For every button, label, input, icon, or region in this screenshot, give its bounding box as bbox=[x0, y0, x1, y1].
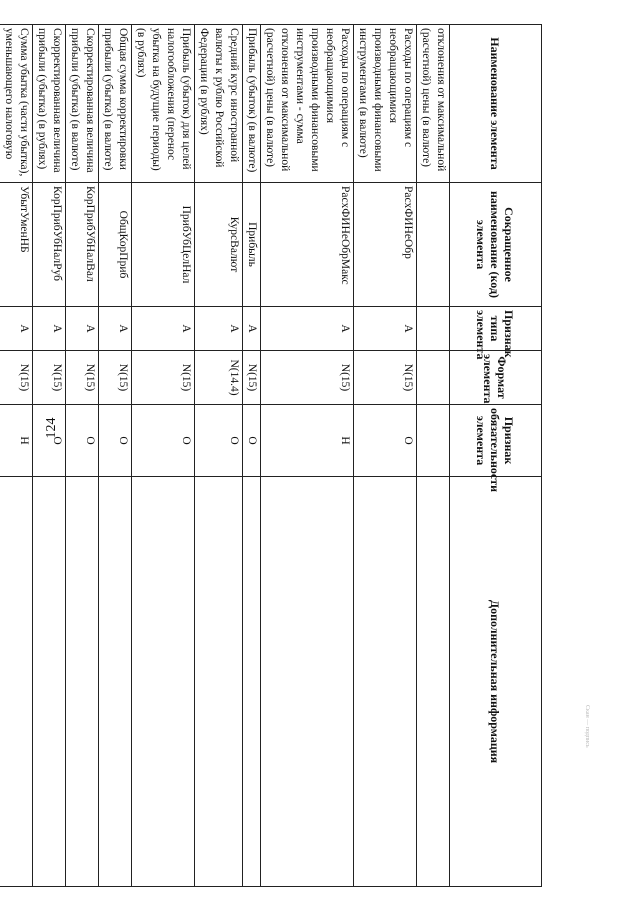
table-row bbox=[195, 25, 243, 887]
element-table bbox=[0, 24, 542, 887]
cell-name: Скорректированная величина прибыли (убытка) (в валюте) bbox=[66, 25, 99, 183]
cell-type: А bbox=[66, 307, 99, 351]
cell-required bbox=[417, 405, 450, 477]
cell-code bbox=[417, 183, 450, 307]
cell-name: Сумма убытка (части убытка), уменьшающего налоговую bbox=[0, 25, 33, 183]
cell-required: Н bbox=[0, 405, 33, 477]
cell-info bbox=[354, 477, 417, 887]
scan-stamp-mark: Скан — подпись bbox=[584, 705, 590, 748]
cell-info bbox=[0, 477, 33, 887]
cell-name: Средний курс иностранной валюты к рублю Российской Федерации (в рублях) bbox=[195, 25, 243, 183]
cell-name: Общая сумма корректировки прибыли (убытка) (в валюте) bbox=[99, 25, 132, 183]
cell-name: отклонения от максимальной (расчетной) цены (в валюте) bbox=[417, 25, 450, 183]
cell-required: О bbox=[243, 405, 261, 477]
cell-code: КорПрибУбНалВал bbox=[66, 183, 99, 307]
cell-required: Н bbox=[261, 405, 354, 477]
cell-type: А bbox=[0, 307, 33, 351]
cell-type: А bbox=[33, 307, 66, 351]
cell-format: N(15) bbox=[132, 351, 195, 405]
header-name: Наименование элемента bbox=[450, 25, 542, 183]
cell-format: N(15) bbox=[99, 351, 132, 405]
cell-code: ПрибУбЦелНал bbox=[132, 183, 195, 307]
cell-format: N(15) bbox=[354, 351, 417, 405]
cell-code: РасхФИНеОбр bbox=[354, 183, 417, 307]
cell-type: А bbox=[354, 307, 417, 351]
page-number: 124 bbox=[44, 417, 59, 439]
cell-format bbox=[417, 351, 450, 405]
cell-info bbox=[33, 477, 66, 887]
table-row bbox=[261, 25, 354, 887]
table-row bbox=[417, 25, 450, 887]
cell-name: Расходы по операциям с необращающимися производными финансовыми инструментами - сумма отклонения от максимальной (расчетной) цены (в валюте) bbox=[261, 25, 354, 183]
header-format: Формат элемента bbox=[450, 351, 542, 405]
header-code: Сокращенное наименование (код) элемента bbox=[450, 183, 542, 307]
table-row bbox=[0, 25, 33, 887]
cell-type bbox=[417, 307, 450, 351]
cell-required: О bbox=[195, 405, 243, 477]
table-row bbox=[354, 25, 417, 887]
cell-format: N(15) bbox=[33, 351, 66, 405]
cell-info bbox=[66, 477, 99, 887]
header-type: Признак типа элемента bbox=[450, 307, 542, 351]
table-row bbox=[243, 25, 261, 887]
cell-code: Прибыль bbox=[243, 183, 261, 307]
cell-info bbox=[99, 477, 132, 887]
cell-format: N(14.4) bbox=[195, 351, 243, 405]
cell-name: Расходы по операциям с необращающимися производными финансовыми инструментами (в валюте) bbox=[354, 25, 417, 183]
cell-required: О bbox=[132, 405, 195, 477]
cell-type: А bbox=[195, 307, 243, 351]
header-required: Признак обязательности элемента bbox=[450, 405, 542, 477]
cell-info bbox=[243, 477, 261, 887]
cell-type: А bbox=[243, 307, 261, 351]
table-row bbox=[33, 25, 66, 887]
cell-code: РасхФИНеОбрМакс bbox=[261, 183, 354, 307]
table-header bbox=[450, 25, 542, 887]
cell-required: О bbox=[33, 405, 66, 477]
cell-type: А bbox=[132, 307, 195, 351]
cell-info bbox=[195, 477, 243, 887]
cell-type: А bbox=[261, 307, 354, 351]
cell-code: ОбщКорПриб bbox=[99, 183, 132, 307]
cell-type: А bbox=[99, 307, 132, 351]
table-row bbox=[66, 25, 99, 887]
cell-code: УбытУменНБ bbox=[0, 183, 33, 307]
cell-info bbox=[261, 477, 354, 887]
cell-code: КорПрибУбНалРуб bbox=[33, 183, 66, 307]
cell-required: О bbox=[99, 405, 132, 477]
cell-format: N(15) bbox=[261, 351, 354, 405]
table-row bbox=[132, 25, 195, 887]
cell-format: N(15) bbox=[243, 351, 261, 405]
header-info: Дополнительная информация bbox=[450, 477, 542, 887]
cell-info bbox=[132, 477, 195, 887]
cell-code: КурсВалют bbox=[195, 183, 243, 307]
cell-info bbox=[417, 477, 450, 887]
cell-name: Прибыль (убыток) (в валюте) bbox=[243, 25, 261, 183]
cell-format: N(15) bbox=[0, 351, 33, 405]
cell-required: О bbox=[66, 405, 99, 477]
cell-format: N(15) bbox=[66, 351, 99, 405]
cell-name: Прибыль (убыток) для целей налогообложения (перенос убытка на будущие периоды) (в рублях) bbox=[132, 25, 195, 183]
cell-name: Скорректированная величина прибыли (убытка) (в рублях) bbox=[33, 25, 66, 183]
cell-required: О bbox=[354, 405, 417, 477]
table-row bbox=[99, 25, 132, 887]
